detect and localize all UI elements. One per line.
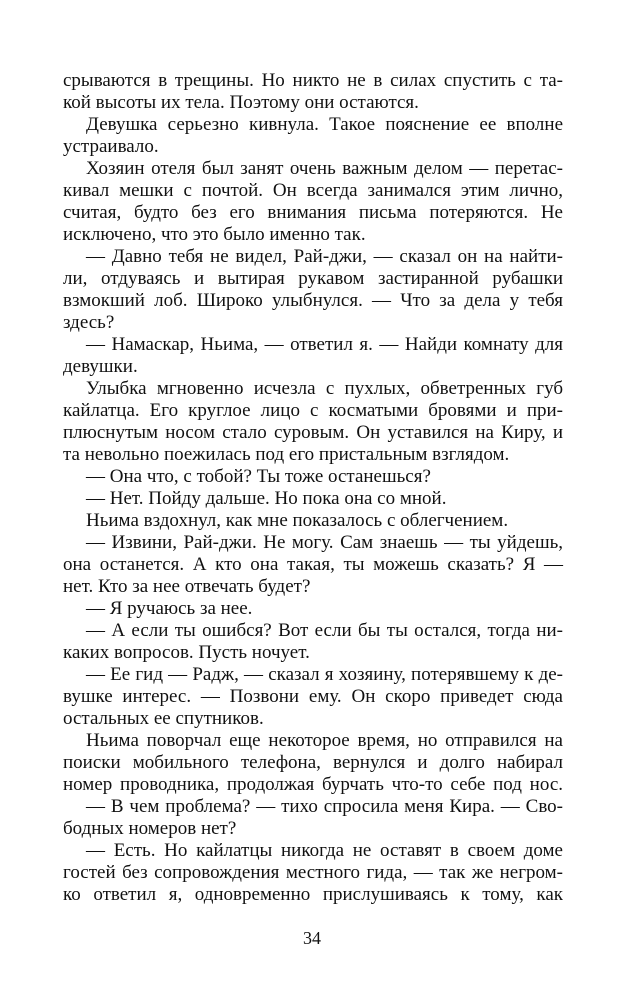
text-line: та невольно поежилась под его пристальным взглядом. bbox=[63, 444, 510, 465]
text-line: вушке интерес. — Позвони ему. Он скоро приведет сюда bbox=[63, 686, 563, 707]
text-line: бодных номеров нет? bbox=[63, 818, 237, 839]
text-line: кой высоты их тела. Поэтому они остаются. bbox=[63, 92, 419, 113]
text-line: ко ответил я, одновременно прислушиваясь к тому, как bbox=[63, 884, 563, 905]
text-line: — Ее гид — Радж, — сказал я хозяину, потерявшему к де- bbox=[86, 664, 563, 685]
text-line: — Я ручаюсь за нее. bbox=[86, 598, 253, 619]
text-line: — А если ты ошибся? Вот если бы ты остался, тогда ни- bbox=[86, 620, 563, 641]
text-line: кайлатца. Его круглое лицо с косматыми бровями и при- bbox=[63, 400, 563, 421]
text-line: — В чем проблема? — тихо спросила меня Кира. — Сво- bbox=[86, 796, 563, 817]
text-line: Ньима вздохнул, как мне показалось с облегчением. bbox=[86, 510, 509, 531]
text-line: — Давно тебя не видел, Рай-джи, — сказал он на найти- bbox=[86, 246, 563, 267]
text-line: нет. Кто за нее отвечать будет? bbox=[63, 576, 311, 597]
text-line: — Она что, с тобой? Ты тоже останешься? bbox=[86, 466, 431, 487]
text-line: девушки. bbox=[63, 356, 138, 377]
text-line: поиски мобильного телефона, вернулся и долго набирал bbox=[63, 752, 563, 773]
text-line: каких вопросов. Пусть ночует. bbox=[63, 642, 310, 663]
text-line: Хозяин отеля был занят очень важным делом — перетас- bbox=[86, 158, 563, 179]
text-line: плюснутым носом стало суровым. Он уставился на Киру, и bbox=[63, 422, 563, 443]
text-line: — Извини, Рай-джи. Не могу. Сам знаешь — ты уйдешь, bbox=[86, 532, 563, 553]
text-line: исключено, что это было именно так. bbox=[63, 224, 366, 245]
text-line: кивал мешки с почтой. Он всегда занимался этим лично, bbox=[63, 180, 563, 201]
text-line: остальных ее спутников. bbox=[63, 708, 264, 729]
text-line: гостей без сопровождения местного гида, — так же негром- bbox=[63, 862, 563, 883]
text-line: ли, отдуваясь и вытирая рукавом застиранной рубашки bbox=[63, 268, 563, 289]
text-line: здесь? bbox=[63, 312, 115, 333]
text-line: — Намаскар, Ньима, — ответил я. — Найди комнату для bbox=[86, 334, 563, 355]
text-line: — Нет. Пойду дальше. Но пока она со мной. bbox=[86, 488, 447, 509]
text-line: она останется. А кто она такая, ты можешь сказать? Я — bbox=[63, 554, 563, 575]
text-line: Улыбка мгновенно исчезла с пухлых, обветренных губ bbox=[86, 378, 563, 399]
text-line: взмокший лоб. Широко улыбнулся. — Что за дела у тебя bbox=[63, 290, 563, 311]
text-line: считая, будто без его внимания письма потеряются. Не bbox=[63, 202, 563, 223]
text-line: Ньима поворчал еще некоторое время, но отправился на bbox=[86, 730, 563, 751]
page-number: 34 bbox=[303, 928, 321, 948]
text-line: устраивало. bbox=[63, 136, 159, 157]
text-line: — Есть. Но кайлатцы никогда не оставят в своем доме bbox=[86, 840, 563, 861]
text-line: срываются в трещины. Но никто не в силах спустить с та- bbox=[63, 70, 563, 91]
page-body-text bbox=[63, 70, 563, 906]
text-line: Девушка серьезно кивнула. Такое пояснение ее вполне bbox=[86, 114, 563, 135]
text-line: номер проводника, продолжая бурчать что-то себе под нос. bbox=[63, 774, 563, 795]
